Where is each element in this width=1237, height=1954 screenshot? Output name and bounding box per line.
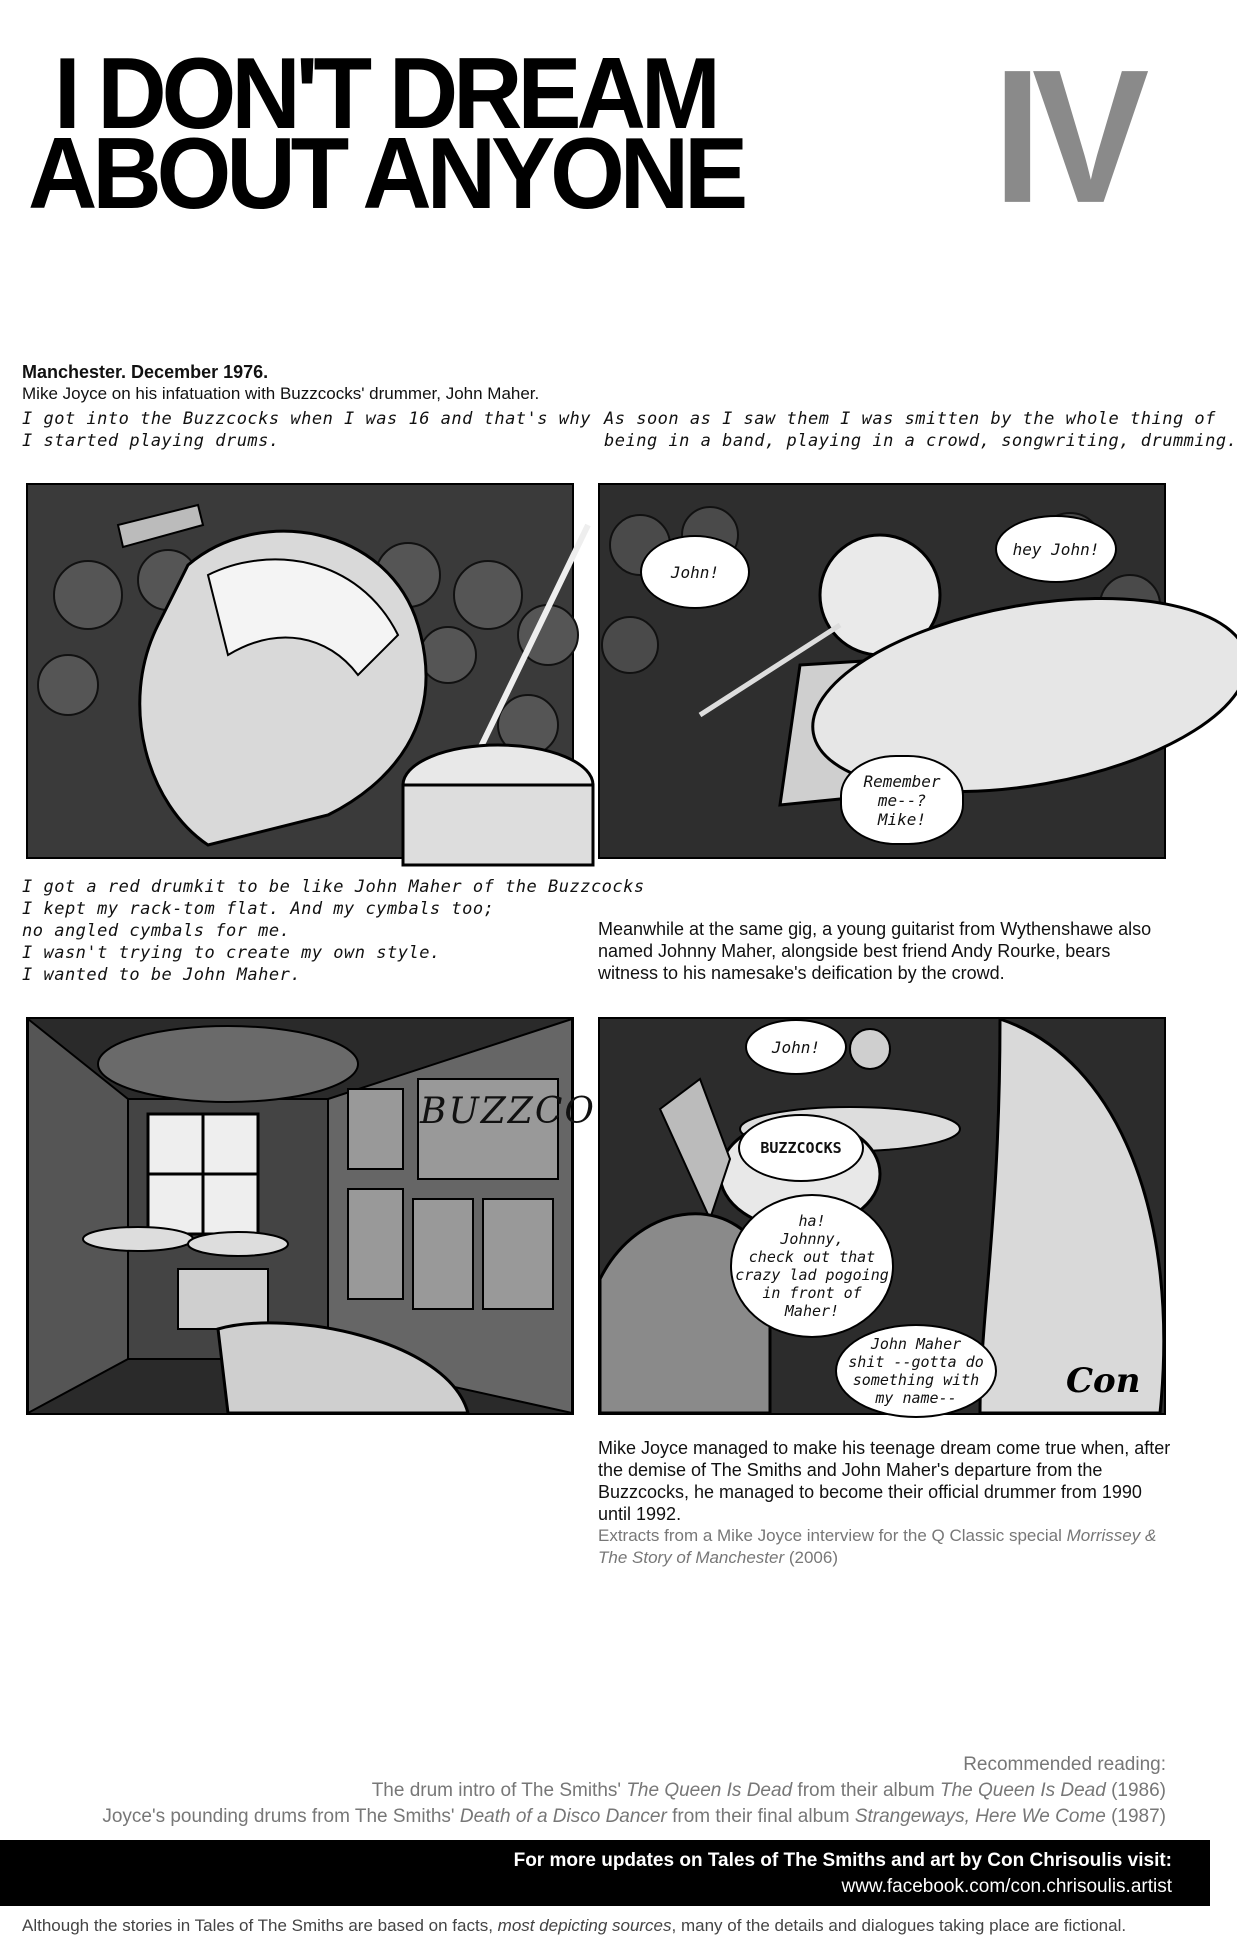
outro-source-prefix: Extracts from a Mike Joyce interview for the Q Classic special bbox=[598, 1526, 1067, 1545]
rec1-mid: from their album bbox=[792, 1780, 940, 1801]
recommended-line-1 bbox=[102, 1778, 1166, 1804]
panel-1-art bbox=[28, 485, 572, 857]
footer-promo: For more updates on Tales of The Smiths and art by Con Chrisoulis visit: bbox=[513, 1850, 1172, 1871]
rec2-prefix: Joyce's pounding drums from The Smiths' bbox=[102, 1806, 460, 1827]
recommended-heading: Recommended reading: bbox=[963, 1754, 1166, 1775]
title-line-2: ABOUT ANYONE bbox=[28, 117, 744, 231]
title-line-1: I DON'T DREAM bbox=[54, 37, 716, 151]
footer-url[interactable]: www.facebook.com/con.chrisoulis.artist bbox=[841, 1876, 1172, 1897]
rec2-title: Death of a Disco Dancer bbox=[459, 1806, 667, 1827]
outro bbox=[598, 1437, 1173, 1569]
intro bbox=[22, 362, 582, 404]
recommended-reading bbox=[102, 1752, 1166, 1830]
panel-3-bedroom bbox=[26, 1017, 596, 1415]
panel-2-crowd bbox=[598, 483, 1166, 859]
disclaimer-prefix: Although the stories in Tales of The Smiths are based on facts, bbox=[22, 1916, 498, 1935]
rec1-prefix: The drum intro of The Smiths' bbox=[371, 1780, 627, 1801]
intro-subheading: Mike Joyce on his infatuation with Buzzcocks' drummer, John Maher. bbox=[22, 384, 540, 403]
outro-source bbox=[598, 1525, 1173, 1569]
rec2-suffix: (1987) bbox=[1105, 1806, 1166, 1827]
outro-source-suffix: (2006) bbox=[784, 1548, 839, 1567]
drum-logo-buzzcocks: BUZZCOCKS bbox=[738, 1114, 864, 1182]
rec1-title: The Queen Is Dead bbox=[626, 1780, 793, 1801]
disclaimer-suffix: , many of the details and dialogues taking place are fictional. bbox=[671, 1916, 1127, 1935]
caption-panel-3: I got a red drumkit to be like John Maher of the Buzzcocks I kept my rack-tom flat. And my cymbals too; no angled cymbals for me. I wasn't trying to create my own style. I wanted to be John Maher. bbox=[22, 877, 645, 985]
disclaimer bbox=[22, 1916, 1126, 1936]
recommended-line-2 bbox=[102, 1804, 1166, 1830]
disclaimer-italic: most depicting sources bbox=[497, 1916, 672, 1935]
panel-1-drummer bbox=[26, 483, 574, 859]
poster-buzzcocks: BUZZCO bbox=[420, 1091, 596, 1132]
rec2-album: Strangeways, Here We Come bbox=[854, 1806, 1106, 1827]
outro-text: Mike Joyce managed to make his teenage dream come true when, after the demise of The Smiths and John Maher's departure from the Buzzcocks, he managed to become their official drummer from 1990 until 1992. bbox=[598, 1438, 1171, 1524]
bubble-john: John! bbox=[640, 535, 750, 609]
bubble-check-out: ha! Johnny, check out that crazy lad pogoing in front of Maher! bbox=[730, 1194, 894, 1338]
caption-panel-4: Meanwhile at the same gig, a young guitarist from Wythenshawe also named Johnny Maher, alongside best friend Andy Rourke, bears witness to his namesake's deification by the crowd. bbox=[598, 919, 1152, 983]
outro-source-title: Morrissey & The Story of Manchester bbox=[598, 1526, 1157, 1567]
caption-panel-2: As soon as I saw them I was smitten by the whole thing of being in a band, playing in a crowd, songwriting, drumming. bbox=[604, 409, 1237, 451]
title-block bbox=[28, 28, 1188, 243]
bubble-hey-john: hey John! bbox=[995, 515, 1117, 583]
panel-4-johnny bbox=[598, 1017, 1166, 1415]
bubble-john-2: John! bbox=[745, 1019, 847, 1075]
caption-panel-1: I got into the Buzzcocks when I was 16 and that's why I started playing drums. bbox=[22, 409, 591, 451]
bubble-gotta-do-something: John Maher shit --gotta do something with my name-- bbox=[835, 1324, 997, 1418]
rec1-album: The Queen Is Dead bbox=[939, 1780, 1106, 1801]
artist-signature: Con bbox=[1066, 1361, 1141, 1401]
bubble-remember-me: Remember me--? Mike! bbox=[840, 755, 964, 845]
chapter-number: IV bbox=[993, 31, 1140, 243]
panel-3-art bbox=[28, 1019, 572, 1413]
rec1-suffix: (1986) bbox=[1105, 1780, 1166, 1801]
rec2-mid: from their final album bbox=[666, 1806, 855, 1827]
footer-band bbox=[0, 1840, 1210, 1906]
intro-heading: Manchester. December 1976. bbox=[22, 362, 269, 382]
